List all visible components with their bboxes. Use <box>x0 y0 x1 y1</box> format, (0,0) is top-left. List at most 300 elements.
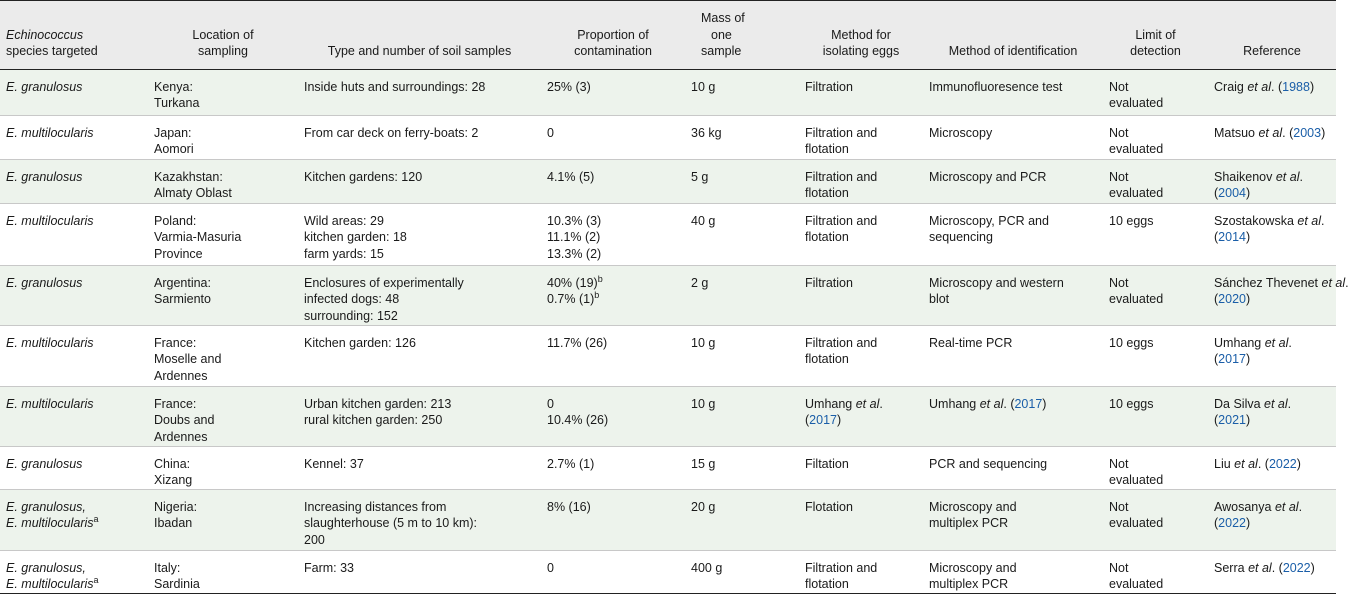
reference-author: Da Silva <box>1214 396 1261 411</box>
limit-line: Not <box>1109 560 1129 575</box>
location-line: France: <box>154 396 197 411</box>
isolation-line: Filtration and <box>805 213 878 228</box>
proportion-line <box>547 456 679 473</box>
reference-year: 2022 <box>1282 560 1311 575</box>
location-line: Sardinia <box>154 577 200 591</box>
cell-location <box>148 386 298 446</box>
species-line <box>6 125 142 142</box>
species-line <box>6 335 142 352</box>
cell-proportion <box>541 265 685 325</box>
limit-line: Not <box>1109 79 1129 94</box>
reference-line: Liu et al. (2022) <box>1214 456 1301 471</box>
limit-line: Not <box>1109 456 1129 471</box>
samples-line: Wild areas: 29 <box>304 213 384 228</box>
cell-isolation <box>799 159 923 203</box>
reference-line: Serra et al. (2022) <box>1214 560 1315 575</box>
cell-reference <box>1208 446 1336 489</box>
proportion-line <box>547 213 679 230</box>
isolation-ref-year: 2017 <box>809 413 837 427</box>
header-row <box>0 1 1336 70</box>
location-line: Japan: <box>154 125 192 140</box>
reference-year: 2022 <box>1218 516 1246 530</box>
cell-identification <box>923 325 1103 386</box>
samples-line: Kennel: 37 <box>304 456 364 471</box>
cell-species <box>0 203 148 265</box>
reference-author: Craig <box>1214 79 1244 94</box>
table-row <box>0 159 1336 203</box>
proportion-value: 13.3% (2) <box>547 246 602 261</box>
location-line: Ardennes <box>154 429 208 444</box>
table-row <box>0 115 1336 159</box>
isolation-line: flotation <box>805 230 849 244</box>
location-line: Ibadan <box>154 516 193 530</box>
limit-line: 10 eggs <box>1109 396 1154 411</box>
limit-line: evaluated <box>1109 292 1164 306</box>
reference-line: Craig et al. (1988) <box>1214 79 1315 94</box>
et-al: et al <box>1321 275 1346 290</box>
cell-limit <box>1103 386 1208 446</box>
cell-isolation <box>799 446 923 489</box>
location-line: Aomori <box>154 142 194 156</box>
species-name: E. granulosus <box>6 275 83 290</box>
table-row <box>0 446 1336 489</box>
proportion-line <box>547 335 679 352</box>
samples-line: kitchen garden: 18 <box>304 230 407 244</box>
reference-year: 2014 <box>1218 230 1246 244</box>
location-line: Turkana <box>154 96 200 110</box>
limit-line: Not <box>1109 125 1129 140</box>
isolation-line: flotation <box>805 142 849 156</box>
mass-value: 10 g <box>691 79 716 94</box>
reference-line: (2020) <box>1214 292 1251 306</box>
cell-identification <box>923 159 1103 203</box>
proportion-value: 40% (19) <box>547 275 598 290</box>
species-name: E. multilocularis <box>6 213 94 228</box>
mass-value: 15 g <box>691 456 716 471</box>
identification-ref-year: 2017 <box>1014 396 1043 411</box>
cell-mass <box>685 265 799 325</box>
cell-mass <box>685 386 799 446</box>
identification-line: Microscopy <box>929 125 993 140</box>
cell-isolation <box>799 69 923 115</box>
proportion-value: 0 <box>547 560 554 575</box>
cell-mass <box>685 159 799 203</box>
species-line <box>6 560 142 577</box>
cell-reference <box>1208 265 1349 325</box>
isolation-line: Filtation <box>805 456 849 471</box>
proportion-line <box>547 246 679 263</box>
samples-line: Kitchen garden: 126 <box>304 335 416 350</box>
proportion-value: 25% (3) <box>547 79 591 94</box>
cell-proportion <box>541 69 685 115</box>
samples-line: From car deck on ferry-boats: 2 <box>304 125 479 140</box>
samples-line: rural kitchen garden: 250 <box>304 413 443 427</box>
header-samples: Type and number of soil samples <box>298 1 541 70</box>
cell-proportion <box>541 325 685 386</box>
cell-samples <box>298 203 541 265</box>
table-row <box>0 265 1336 325</box>
species-name: E. multilocularis <box>6 125 94 140</box>
cell-mass <box>685 446 799 489</box>
proportion-value: 0.7% (1) <box>547 292 595 306</box>
proportion-line <box>547 291 679 308</box>
isolation-line: Filtration and <box>805 125 878 140</box>
cell-limit <box>1103 69 1208 115</box>
isolation-line: Flotation <box>805 499 853 514</box>
et-al: et al <box>1264 335 1289 350</box>
mass-value: 400 g <box>691 560 723 575</box>
mass-value: 40 g <box>691 213 716 228</box>
isolation-line: Filtration <box>805 275 853 290</box>
cell-isolation <box>799 265 923 325</box>
species-line <box>6 576 142 593</box>
reference-author: Liu <box>1214 456 1231 471</box>
et-al: et al <box>979 396 1004 411</box>
isolation-line: flotation <box>805 186 849 200</box>
reference-line: Szostakowska et al. <box>1214 213 1325 228</box>
species-line <box>6 213 142 230</box>
et-al: et al <box>1258 125 1283 140</box>
isolation-line: Filtration <box>805 79 853 94</box>
proportion-value: 10.3% (3) <box>547 213 602 228</box>
cell-location <box>148 203 298 265</box>
proportion-line <box>547 275 679 292</box>
reference-line: Umhang et al. <box>1214 335 1292 350</box>
location-line: Ardennes <box>154 368 208 383</box>
cell-limit <box>1103 550 1208 593</box>
proportion-line <box>547 499 679 516</box>
cell-location <box>148 69 298 115</box>
location-line: Argentina: <box>154 275 211 290</box>
header-isolation: Method for isolating eggs <box>799 1 923 70</box>
header-proportion: Proportion of contamination <box>541 1 685 70</box>
et-al: et al <box>1248 560 1272 575</box>
location-line: Doubs and <box>154 413 215 427</box>
header-limit: Limit of detection <box>1103 1 1208 70</box>
samples-line: Enclosures of experimentally <box>304 275 464 290</box>
identification-line: Microscopy and <box>929 560 1017 575</box>
species-line <box>6 499 142 516</box>
mass-value: 5 g <box>691 169 709 184</box>
species-name: E. multilocularis <box>6 577 94 591</box>
cell-location <box>148 115 298 159</box>
et-al: et al <box>1247 79 1271 94</box>
location-line: China: <box>154 456 191 471</box>
cell-proportion <box>541 550 685 593</box>
proportion-value: 8% (16) <box>547 499 591 514</box>
mass-value: 2 g <box>691 275 709 290</box>
reference-line: Awosanya et al. <box>1214 499 1303 514</box>
isolation-line: flotation <box>805 577 849 591</box>
reference-line: (2014) <box>1214 230 1251 244</box>
species-name: E. multilocularis <box>6 516 94 530</box>
proportion-line <box>547 412 679 429</box>
limit-line: 10 eggs <box>1109 213 1154 228</box>
location-line: France: <box>154 335 197 350</box>
species-line <box>6 169 142 186</box>
species-line <box>6 515 142 532</box>
cell-samples <box>298 446 541 489</box>
table-row <box>0 550 1336 593</box>
et-al: et al <box>1274 499 1299 514</box>
proportion-line <box>547 396 679 413</box>
identification-line: Microscopy and PCR <box>929 169 1047 184</box>
table-row <box>0 386 1336 446</box>
cell-identification <box>923 446 1103 489</box>
cell-proportion <box>541 115 685 159</box>
cell-mass <box>685 69 799 115</box>
limit-line: Not <box>1109 275 1129 290</box>
identification-line: Microscopy and <box>929 499 1017 514</box>
location-line: Almaty Oblast <box>154 186 232 200</box>
cell-samples <box>298 69 541 115</box>
proportion-value: 10.4% (26) <box>547 413 609 427</box>
location-line: Xizang <box>154 473 193 487</box>
identification-line: multiplex PCR <box>929 516 1009 530</box>
samples-line: Farm: 33 <box>304 560 355 575</box>
samples-line: Kitchen gardens: 120 <box>304 169 423 184</box>
footnote-mark: b <box>597 273 603 284</box>
limit-line: evaluated <box>1109 186 1164 200</box>
samples-line: surrounding: 152 <box>304 308 398 323</box>
cell-samples <box>298 550 541 593</box>
identification-line: Real-time PCR <box>929 335 1013 350</box>
species-line <box>6 275 142 292</box>
cell-identification <box>923 115 1103 159</box>
limit-line: evaluated <box>1109 96 1164 110</box>
location-line: Sarmiento <box>154 292 211 306</box>
isolation-ref-year-line: (2017) <box>805 413 842 427</box>
species-name: E. granulosus <box>6 79 83 94</box>
location-line: Kenya: <box>154 79 193 94</box>
cell-isolation <box>799 489 923 550</box>
location-line: Varmia-Masuria <box>154 230 242 244</box>
identification-line: PCR and sequencing <box>929 456 1048 471</box>
cell-mass <box>685 550 799 593</box>
samples-line: Urban kitchen garden: 213 <box>304 396 452 411</box>
identification-line: multiplex PCR <box>929 577 1009 591</box>
cell-location <box>148 265 298 325</box>
mass-value: 10 g <box>691 396 716 411</box>
cell-reference <box>1208 203 1336 265</box>
cell-location <box>148 325 298 386</box>
reference-year: 2003 <box>1293 125 1322 140</box>
proportion-value: 11.1% (2) <box>547 230 601 244</box>
cell-samples <box>298 386 541 446</box>
cell-species <box>0 115 148 159</box>
cell-samples <box>298 325 541 386</box>
location-line: Moselle and <box>154 352 222 366</box>
limit-line: evaluated <box>1109 473 1164 487</box>
proportion-value: 11.7% (26) <box>547 335 608 350</box>
identification-line: Immunofluoresence test <box>929 79 1063 94</box>
et-al: et al <box>1297 213 1322 228</box>
species-name: E. multilocularis <box>6 335 94 350</box>
footnote-mark: a <box>93 575 99 585</box>
reference-year: 2021 <box>1218 413 1246 427</box>
header-reference: Reference <box>1208 1 1336 70</box>
reference-author: Serra <box>1214 560 1245 575</box>
reference-line: Shaikenov et al. <box>1214 169 1303 184</box>
footnote-mark: b <box>594 290 600 300</box>
cell-proportion <box>541 446 685 489</box>
cell-species <box>0 446 148 489</box>
cell-species <box>0 386 148 446</box>
cell-identification <box>923 203 1103 265</box>
cell-samples <box>298 489 541 550</box>
species-line <box>6 396 142 413</box>
proportion-value: 4.1% (5) <box>547 169 595 184</box>
cell-reference <box>1208 386 1336 446</box>
cell-limit <box>1103 446 1208 489</box>
samples-line: Increasing distances from <box>304 499 447 514</box>
reference-line: (2004) <box>1214 186 1251 200</box>
location-line: Province <box>154 246 203 261</box>
et-al: et al <box>1234 456 1258 471</box>
reference-year: 2022 <box>1268 456 1297 471</box>
cell-mass <box>685 325 799 386</box>
limit-line: evaluated <box>1109 516 1164 530</box>
cell-identification <box>923 265 1103 325</box>
limit-line: Not <box>1109 499 1129 514</box>
reference-year: 2004 <box>1218 186 1246 200</box>
cell-identification <box>923 69 1103 115</box>
proportion-value: 2.7% (1) <box>547 456 595 471</box>
cell-samples <box>298 159 541 203</box>
location-line: Poland: <box>154 213 197 228</box>
cell-location <box>148 550 298 593</box>
header-mass: Mass of one sample <box>685 1 799 70</box>
limit-line: 10 eggs <box>1109 335 1154 350</box>
species-name: E. granulosus <box>6 169 83 184</box>
proportion-line <box>547 560 679 577</box>
reference-year: 2020 <box>1218 292 1246 306</box>
cell-samples <box>298 265 541 325</box>
table-row <box>0 203 1336 265</box>
reference-author: Szostakowska <box>1214 213 1294 228</box>
cell-proportion <box>541 489 685 550</box>
cell-location <box>148 446 298 489</box>
reference-line: Sánchez Thevenet et al. <box>1214 275 1349 290</box>
reference-author: Umhang <box>1214 335 1262 350</box>
cell-isolation <box>799 325 923 386</box>
cell-mass <box>685 203 799 265</box>
mass-value: 20 g <box>691 499 716 514</box>
table-row <box>0 69 1336 115</box>
identification-line: blot <box>929 292 950 306</box>
isolation-line: flotation <box>805 352 849 366</box>
mass-value: 36 kg <box>691 125 722 140</box>
cell-reference <box>1208 115 1336 159</box>
species-line <box>6 79 142 96</box>
isolation-ref-author: Umhang <box>805 396 853 411</box>
cell-mass <box>685 115 799 159</box>
cell-limit <box>1103 325 1208 386</box>
reference-line: (2022) <box>1214 516 1251 530</box>
et-al: et al <box>1264 396 1288 411</box>
samples-line: farm yards: 15 <box>304 246 384 261</box>
samples-line: Inside huts and surroundings: 28 <box>304 79 486 94</box>
species-name: E. multilocularis <box>6 396 94 411</box>
location-line: Nigeria: <box>154 499 198 514</box>
identification-ref-line: Umhang et al. (2017) <box>929 396 1047 411</box>
limit-line: Not <box>1109 169 1129 184</box>
header-species: Echinococcus species targeted <box>0 1 148 70</box>
cell-reference <box>1208 325 1336 386</box>
samples-line: 200 <box>304 532 325 547</box>
table-row <box>0 489 1336 550</box>
reference-line: (2021) <box>1214 413 1251 427</box>
cell-species <box>0 69 148 115</box>
cell-proportion <box>541 386 685 446</box>
cell-proportion <box>541 159 685 203</box>
header-location: Location of sampling <box>148 1 298 70</box>
cell-proportion <box>541 203 685 265</box>
reference-author: Shaikenov <box>1214 169 1273 184</box>
cell-mass <box>685 489 799 550</box>
isolation-line: Filtration and <box>805 560 878 575</box>
cell-location <box>148 159 298 203</box>
cell-species <box>0 159 148 203</box>
proportion-value: 0 <box>547 396 554 411</box>
identification-line: Microscopy and western <box>929 275 1064 290</box>
cell-species <box>0 550 148 593</box>
limit-line: evaluated <box>1109 577 1164 591</box>
cell-identification <box>923 550 1103 593</box>
table-row <box>0 325 1336 386</box>
cell-location <box>148 489 298 550</box>
samples-line: slaughterhouse (5 m to 10 km): <box>304 516 477 530</box>
identification-ref-author: Umhang <box>929 396 977 411</box>
isolation-line: Filtration and <box>805 169 878 184</box>
cell-limit <box>1103 203 1208 265</box>
cell-reference <box>1208 489 1336 550</box>
isolation-line: Filtration and <box>805 335 878 350</box>
cell-reference <box>1208 69 1336 115</box>
cell-limit <box>1103 115 1208 159</box>
proportion-value: 0 <box>547 125 554 140</box>
reference-year: 2017 <box>1218 352 1246 366</box>
proportion-line <box>547 79 679 96</box>
cell-reference <box>1208 159 1336 203</box>
reference-author: Awosanya <box>1214 499 1272 514</box>
species-name: E. granulosus <box>6 456 83 471</box>
reference-author: Matsuo <box>1214 125 1255 140</box>
cell-isolation <box>799 203 923 265</box>
location-line: Kazakhstan: <box>154 169 223 184</box>
proportion-line <box>547 125 679 142</box>
cell-reference <box>1208 550 1336 593</box>
cell-limit <box>1103 489 1208 550</box>
cell-isolation <box>799 115 923 159</box>
limit-line: evaluated <box>1109 142 1164 156</box>
identification-line: sequencing <box>929 230 993 244</box>
footnote-mark: a <box>93 514 99 524</box>
cell-species <box>0 325 148 386</box>
species-name: E. granulosus, <box>6 499 86 514</box>
location-line: Italy: <box>154 560 181 575</box>
reference-line: (2017) <box>1214 352 1251 366</box>
mass-value: 10 g <box>691 335 716 350</box>
cell-limit <box>1103 159 1208 203</box>
header-identification: Method of identification <box>923 1 1103 70</box>
et-al: et al <box>855 396 880 411</box>
cell-species <box>0 489 148 550</box>
cell-identification <box>923 386 1103 446</box>
cell-identification <box>923 489 1103 550</box>
proportion-line <box>547 169 679 186</box>
cell-limit <box>1103 265 1208 325</box>
